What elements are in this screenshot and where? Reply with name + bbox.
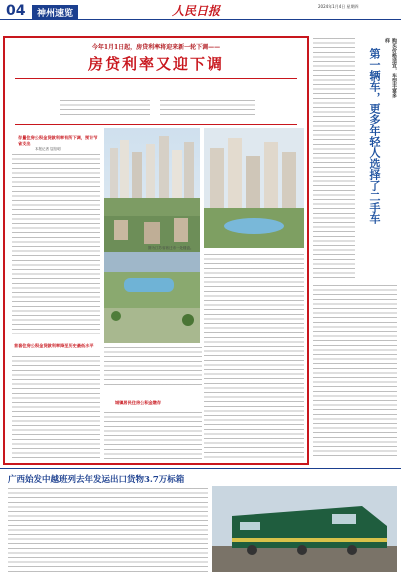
body-text-left-2 (12, 356, 100, 461)
lead-rule (15, 124, 297, 125)
body-text-mid-2 (104, 412, 202, 460)
section-label: 神州速览 (32, 5, 78, 20)
article-kicker: 今年1月1日起，房贷利率将迎来新一轮下调—— (91, 44, 221, 51)
headline-rule (15, 78, 297, 79)
date-line: 2024年1月4日 星期四 (318, 4, 359, 9)
train-photo-illustration (212, 486, 397, 572)
body-text-left-1 (12, 154, 100, 334)
subheading-2: 首套住房公积金贷款利率降至历史最低水平 (14, 343, 94, 348)
lead-text-left (60, 100, 150, 118)
development-photo (204, 128, 304, 248)
side-text-1 (313, 38, 355, 278)
train-photo (212, 486, 397, 572)
housing-photo-illustration (104, 128, 200, 343)
development-photo-illustration (204, 128, 304, 248)
bottom-rule (0, 468, 401, 469)
body-text-mid-1 (104, 347, 202, 387)
page-number: 04 (6, 3, 26, 19)
side-article-subtitle: 购买价格适宜，车型丰富多样 (384, 38, 397, 98)
subheading-1: 存量住房公积金贷款利率有所下调，预计节省支出 (18, 135, 98, 146)
side-article-title: 第一辆车，更多年轻人选择了二手车 (368, 48, 381, 224)
header-rule (0, 19, 401, 20)
bottom-article-text (8, 488, 208, 572)
side-text-2 (313, 285, 397, 460)
bottom-article-title: 广西始发中越班列去年发运出口货物3.7万标箱 (8, 475, 185, 485)
photo-caption: 图为江苏省宿迁市一处楼盘。 (148, 246, 194, 250)
lead-text-right (160, 100, 255, 118)
byline: 本报记者 屈信明 (35, 147, 61, 151)
newspaper-logo: 人民日报 (172, 4, 221, 18)
article-headline: 房贷利率又迎下调 (87, 55, 224, 73)
subheading-3: 城镇居民住房公积金缴存 (115, 400, 162, 405)
body-text-right (204, 254, 304, 459)
housing-photo (104, 128, 200, 343)
